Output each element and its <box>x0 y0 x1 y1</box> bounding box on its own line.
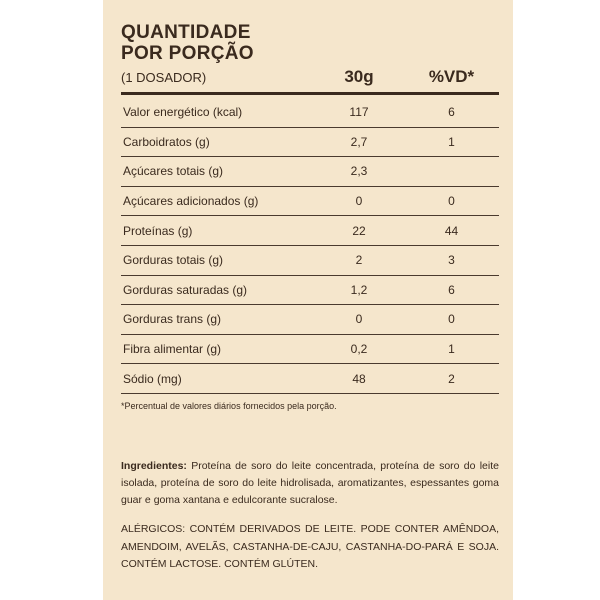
ingredients-label: Ingredientes: <box>121 460 187 472</box>
nutrient-name: Valor energético (kcal) <box>123 105 243 120</box>
table-row <box>121 335 499 365</box>
vd-column-header: %VD* <box>428 67 475 86</box>
nutrient-name: Fibra alimentar (g) <box>123 342 222 357</box>
nutrient-vd: 6 <box>448 282 455 297</box>
table-row <box>121 157 499 187</box>
nutrient-name: Sódio (mg) <box>123 371 182 386</box>
table-row <box>121 364 499 394</box>
nutrient-name: Gorduras totais (g) <box>123 253 224 268</box>
nutrient-vd: 1 <box>448 134 455 149</box>
title-line-1: QUANTIDADE <box>121 22 251 43</box>
nutrient-amount: 48 <box>352 371 366 386</box>
nutrient-vd: 44 <box>444 223 459 238</box>
nutrient-amount: 2,7 <box>350 134 368 149</box>
nutrient-vd: 0 <box>448 312 455 327</box>
nutrient-vd: 0 <box>448 194 455 209</box>
table-row <box>121 305 499 335</box>
nutrition-label <box>103 0 513 600</box>
header-divider <box>121 92 499 95</box>
nutrient-amount: 0 <box>355 194 363 209</box>
nutrient-amount: 0,2 <box>350 342 368 357</box>
nutrient-amount: 117 <box>349 105 369 120</box>
nutrient-amount: 1,2 <box>350 282 368 297</box>
amount-column-header: 30g <box>344 67 374 86</box>
nutrient-amount: 2 <box>355 253 363 268</box>
ingredients-text <box>121 458 499 509</box>
nutrient-vd: 6 <box>448 105 455 120</box>
title-line-2: POR PORÇÃO <box>121 43 254 64</box>
table-row <box>121 276 499 306</box>
ingredients-list: Proteína de soro do leite concentrada, proteína de soro do leite isolada, proteína de soro do leite hidrolisada, aromatizantes, espessantes goma guar e goma xantana e edulcorante sucralose. <box>121 460 499 506</box>
nutrient-name: Proteínas (g) <box>123 223 193 238</box>
vd-footnote: *Percentual de valores diários fornecidos pela porção. <box>121 401 337 411</box>
header-subrow <box>121 67 499 89</box>
nutrient-name: Gorduras trans (g) <box>123 312 222 327</box>
table-row <box>121 187 499 217</box>
label-header <box>121 22 499 89</box>
nutrient-amount: 2,3 <box>350 164 368 179</box>
nutrition-table <box>121 98 499 394</box>
nutrient-vd: 1 <box>448 342 455 357</box>
table-row <box>121 98 499 128</box>
nutrient-vd: 2 <box>448 371 455 386</box>
table-row <box>121 128 499 158</box>
nutrient-amount: 0 <box>355 312 363 327</box>
table-row <box>121 246 499 276</box>
allergens-text: ALÉRGICOS: CONTÉM DERIVADOS DE LEITE. PODE CONTER AMÊNDOA, AMENDOIM, AVELÃS, CASTANHA-DE-CAJU, CASTANHA-DO-PARÁ E SOJA. CONTÉM LACTOSE. CONTÉM GLÚTEN. <box>121 523 499 570</box>
portion-text: (1 DOSADOR) <box>121 70 207 85</box>
nutrient-name: Gorduras saturadas (g) <box>123 282 248 297</box>
nutrient-amount: 22 <box>352 223 366 238</box>
nutrient-name: Açúcares totais (g) <box>123 164 224 179</box>
table-row <box>121 216 499 246</box>
nutrient-vd: 3 <box>448 253 455 268</box>
nutrient-name: Carboidratos (g) <box>123 134 210 149</box>
nutrient-name: Açúcares adicionados (g) <box>123 194 259 209</box>
